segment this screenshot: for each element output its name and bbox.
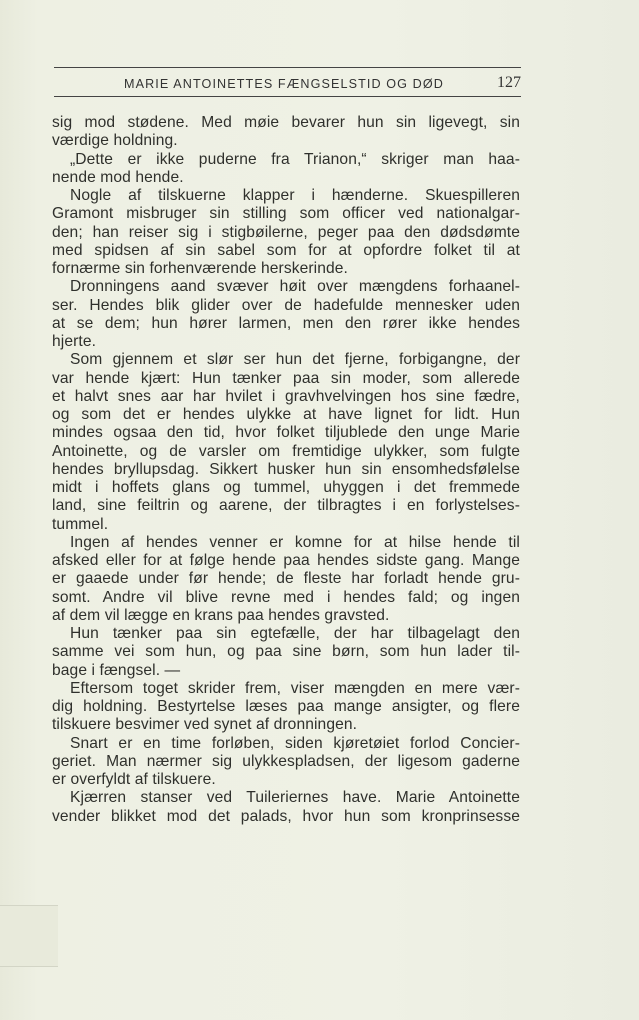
paragraph (52, 680, 520, 735)
text-line: et halvt snes aar har hvilet i gravhvelvingen hos sine fædre, (52, 387, 520, 405)
paragraph (52, 187, 520, 278)
paragraph (52, 351, 520, 534)
body-text (52, 114, 520, 826)
text-line: Hun tænker paa sin egtefælle, der har tilbagelagt den (70, 625, 520, 642)
text-line: værdige holdning. (52, 132, 178, 150)
text-line: bage i fængsel. — (52, 661, 181, 679)
text-line: Gramont misbruger sin stilling som officer ved nationalgar- (52, 205, 520, 223)
paragraph (52, 278, 520, 351)
text-line: geriet. Man nærmer sig ulykkespladsen, der ligesom gaderne (52, 752, 520, 770)
text-line: var hende kjært: Hun tænker paa sin moder, som allerede (52, 369, 520, 387)
text-line: Kjærren stanser ved Tuileriernes have. Marie Antoinette (70, 789, 520, 807)
text-line: nende mod hende. (52, 168, 184, 186)
text-line: sig mod stødene. Med møie bevarer hun sin ligevegt, sin (52, 114, 520, 131)
text-line: tilskuere besvimer ved synet af dronningen. (52, 716, 358, 734)
header-rule-bottom (54, 96, 521, 97)
running-header (54, 74, 521, 94)
text-line: Som gjennem et slør ser hun det fjerne, forbigangne, der (70, 351, 520, 369)
paragraph (52, 789, 520, 826)
text-line: somt. Andre vil blive revne med i hendes fald; og ingen (52, 588, 520, 606)
text-line: fornærme sin forhenværende herskerinde. (52, 260, 348, 277)
text-line: Dronningens aand svæver høit over mængdens forhaanel- (70, 278, 520, 296)
page-number: 127 (497, 74, 521, 91)
text-line: samme vei som hun, og paa sine børn, som hun lader til- (52, 643, 520, 661)
text-line: tummel. (52, 515, 109, 533)
text-line: Eftersom toget skrider frem, viser mængden en mere vær- (70, 679, 520, 697)
text-line: hendes bryllupsdag. Sikkert husker hun sin ensomhedsfølelse (52, 460, 520, 478)
paragraph (52, 534, 520, 625)
text-line: at se dem; hun hører larmen, men den rører ikke hendes (52, 314, 520, 332)
text-line: med spidsen af sin sabel som for at opfordre folket til at (52, 241, 520, 259)
paragraph (52, 625, 520, 680)
text-line: hjerte. (52, 333, 97, 350)
text-line: Snart er en time forløben, siden kjøretøiet forlod Concier- (70, 734, 520, 752)
text-line: dig holdning. Bestyrtelse læses paa mange ansigter, og flere (52, 698, 520, 715)
text-line: af dem vil lægge en krans paa hendes gravsted. (52, 606, 390, 624)
text-line: er gaaede under før hende; de fleste har forladt hende gru- (52, 570, 520, 588)
header-rule-top (54, 67, 521, 68)
running-title: MARIE ANTOINETTES FÆNGSELSTID OG DØD (124, 77, 444, 91)
text-line: den; han reiser sig i stigbøilerne, peger paa den dødsdømte (52, 223, 520, 241)
text-line: vender blikket mod det palads, hvor hun som kronprinsesse (52, 807, 520, 825)
text-line: midt i hoffets glans og tummel, uhyggen i det fremmede (52, 479, 520, 496)
paragraph (52, 735, 520, 790)
paragraph (52, 114, 520, 151)
paragraph (52, 151, 520, 188)
text-line: ser. Hendes blik glider over de hadefulde mennesker uden (52, 296, 520, 314)
text-line: er overfyldt af tilskuere. (52, 771, 216, 788)
page-edge-smudge (0, 905, 58, 967)
text-line: og som det er hendes ulykke at have lignet for lidt. Hun (52, 406, 520, 423)
text-line: mindes ogsaa den tid, hvor folket tiljublede den unge Marie (52, 424, 520, 442)
text-line: Antoinette, og de varsler om fremtidige ulykker, som fulgte (52, 442, 520, 460)
text-line: Nogle af tilskuerne klapper i hænderne. Skuespilleren (70, 187, 520, 204)
text-line: afsked eller for at følge hende paa hendes sidste gang. Mange (52, 552, 520, 569)
text-line: Ingen af hendes venner er komne for at hilse hende til (70, 533, 520, 551)
text-line: land, sine feiltrin og aarene, der tilbragtes i en forlystelses- (52, 497, 520, 515)
text-line: „Dette er ikke puderne fra Trianon,“ skriger man haa- (70, 150, 520, 168)
